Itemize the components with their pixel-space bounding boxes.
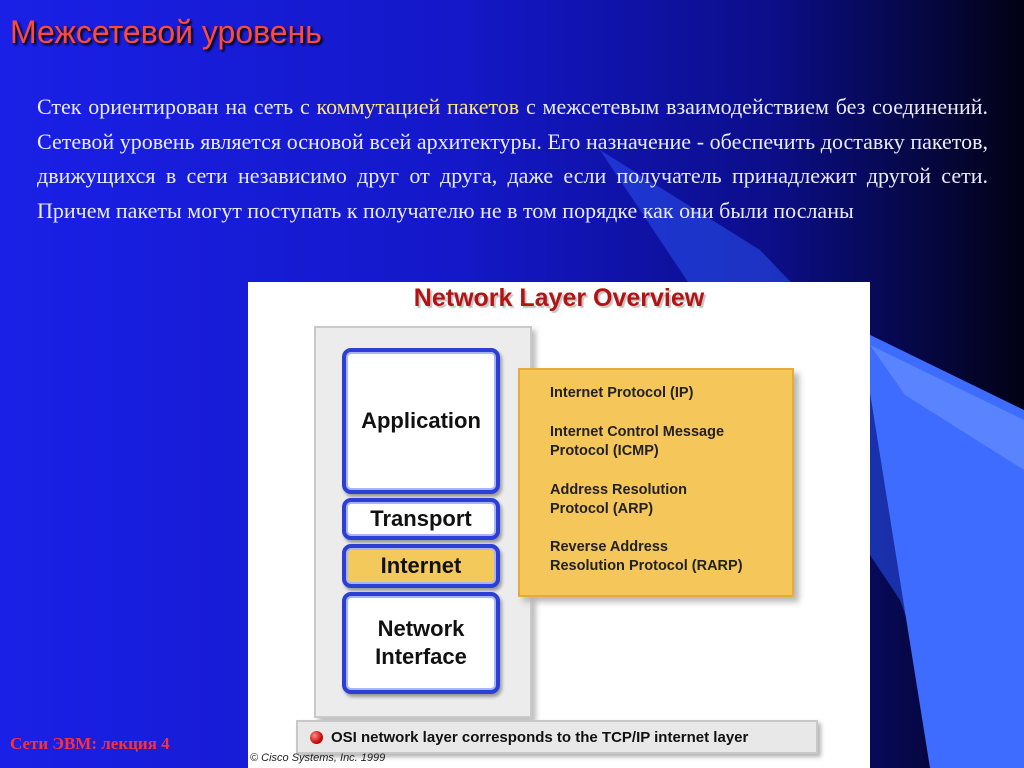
protocol-rarp: [550, 538, 790, 576]
protocol-arp-line-1: Address Resolution: [550, 482, 687, 498]
protocol-arp: [550, 481, 790, 519]
slide-footer: Сети ЭВМ: лекция 4: [10, 734, 170, 753]
network-layer-figure: [248, 282, 870, 768]
protocol-icmp-line-1: Internet Control Message: [550, 424, 725, 440]
figure-title: Network Layer Overview: [413, 284, 705, 312]
copyright-text: © Cisco Systems, Inc. 1999: [250, 752, 386, 764]
protocol-ip: [550, 384, 790, 403]
bullet-dot-icon: [310, 731, 323, 744]
body-paragraph: [37, 90, 988, 228]
body-text-part-2: с межсетевым взаимодействием без соединений. Сетевой уровень является основой всей архитектуры. Его назначение - обеспечить доставку пакетов, движущихся в сети независимо друг от друга, даже если получатель принадлежит другой сети. Причем пакеты могут поступать к получателю не в том порядке как они были посланы: [37, 94, 988, 223]
layer-network-interface-line-1: Network: [377, 616, 465, 641]
layer-application-label: Application: [361, 408, 481, 433]
note-bar: [296, 720, 818, 754]
protocol-icmp-line-2: Protocol (ICMP): [550, 443, 659, 459]
slide-title: Межсетевой уровень: [10, 14, 322, 50]
layer-transport: [342, 498, 500, 540]
body-text-part-1: Стек ориентирован на сеть с: [37, 94, 317, 119]
protocol-icmp: [550, 423, 790, 461]
protocol-rarp-line-2: Resolution Protocol (RARP): [550, 558, 743, 574]
layer-transport-label: Transport: [370, 506, 472, 531]
protocol-ip-label: Internet Protocol (IP): [550, 385, 694, 401]
layer-network-interface: [342, 592, 500, 694]
highlighted-term: коммутацией пакетов: [316, 94, 520, 119]
layer-application: [342, 348, 500, 494]
note-text: OSI network layer corresponds to the TCP/IP internet layer: [331, 728, 749, 746]
layer-internet-label: Internet: [380, 553, 462, 578]
protocol-rarp-line-1: Reverse Address: [550, 539, 668, 555]
layer-network-interface-label: [375, 615, 467, 671]
layer-internet: [342, 544, 500, 588]
protocol-arp-line-2: Protocol (ARP): [550, 501, 654, 517]
layer-network-interface-line-2: Interface: [375, 644, 467, 669]
